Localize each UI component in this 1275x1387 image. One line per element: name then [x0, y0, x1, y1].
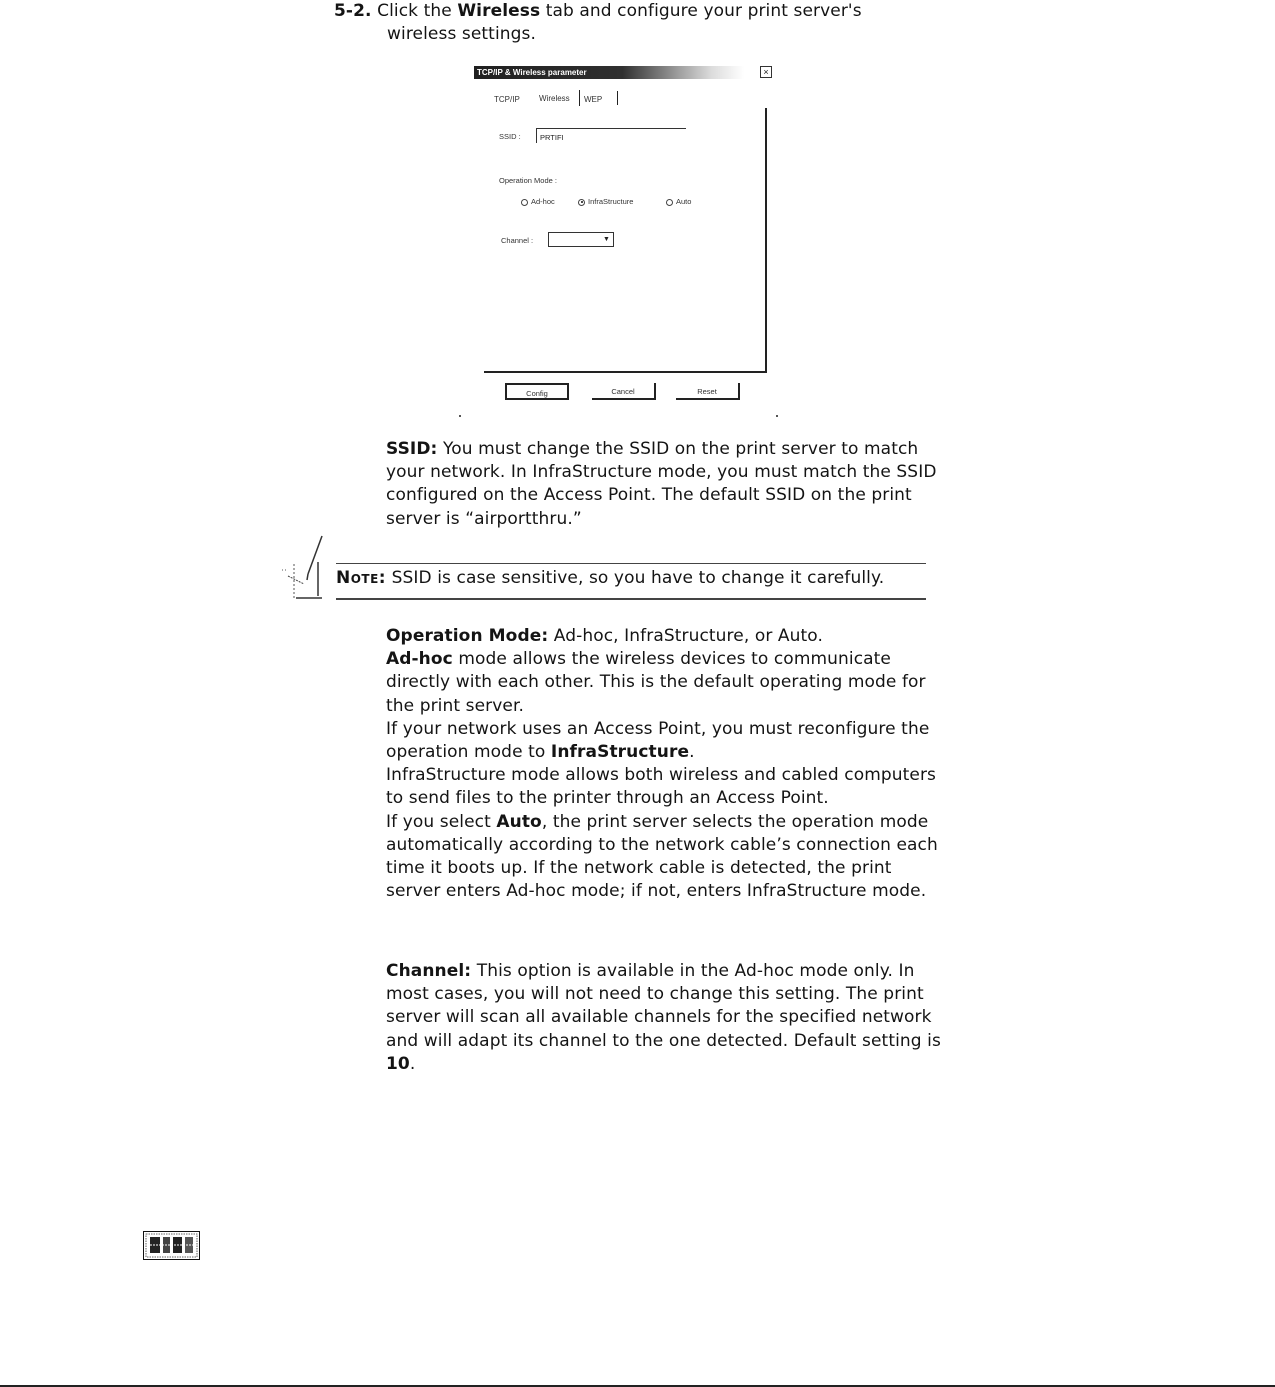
- note-bottom-rule: [336, 598, 926, 600]
- channel-select[interactable]: [548, 232, 614, 247]
- auto-intro: If you select: [386, 811, 497, 832]
- cancel-button[interactable]: Cancel: [592, 383, 656, 400]
- panel-border-right: [765, 108, 767, 373]
- channel-body: This option is available in the Ad-hoc mode only. In most cases, you will not need to change this setting. The print server will scan all available channels for the specified network and will adapt its channel to the one detected. Default setting is: [386, 961, 941, 1051]
- step-line2: wireless settings.: [387, 24, 536, 45]
- radio-adhoc[interactable]: [521, 197, 555, 206]
- sentence-end: .: [409, 1053, 416, 1074]
- note: [336, 567, 936, 590]
- step-instruction: [334, 0, 934, 46]
- config-button[interactable]: Config: [505, 383, 569, 400]
- brand-logo-icon: [143, 1231, 200, 1260]
- operation-mode-description: [386, 625, 946, 903]
- reset-button[interactable]: Reset: [676, 383, 740, 400]
- note-label: Note:: [336, 568, 387, 588]
- operation-mode-options: Ad-hoc, InfraStructure, or Auto.: [548, 626, 823, 646]
- channel-default-value: 10: [386, 1053, 410, 1074]
- ssid-label: SSID :: [499, 132, 521, 141]
- chevron-down-icon[interactable]: ▼: [603, 236, 610, 243]
- radio-circle-icon[interactable]: [521, 199, 528, 206]
- radio-auto[interactable]: [666, 197, 691, 206]
- tab-divider: [579, 90, 580, 106]
- scan-speck: [776, 415, 778, 417]
- ssid-description: [386, 438, 946, 531]
- radio-adhoc-label: Ad-hoc: [531, 197, 555, 206]
- note-pencil-icon: [282, 534, 326, 602]
- scan-speck: [459, 415, 461, 417]
- auto-term: Auto: [496, 811, 542, 832]
- operation-mode-heading: Operation Mode:: [386, 626, 549, 646]
- panel-border-bottom: [484, 371, 767, 373]
- step-text-before: Click the: [377, 1, 458, 21]
- radio-checked-icon[interactable]: [578, 199, 585, 206]
- step-number: 5-2.: [334, 1, 372, 21]
- tab-wireless[interactable]: Wireless: [539, 94, 570, 103]
- dialog-title-bar: TCP/IP & Wireless parameter: [474, 66, 744, 79]
- adhoc-description: mode allows the wireless devices to communicate directly with each other. This is the default operating mode for the print server.: [386, 649, 926, 716]
- radio-circle-icon[interactable]: [666, 199, 673, 206]
- tab-divider: [617, 91, 618, 105]
- radio-infrastructure[interactable]: [578, 197, 633, 206]
- tab-tcpip[interactable]: TCP/IP: [494, 95, 520, 104]
- sentence-end: .: [689, 742, 695, 763]
- step-text-after: tab and configure your print server's: [540, 1, 862, 21]
- step-tab-name: Wireless: [457, 1, 541, 21]
- tab-wep[interactable]: WEP: [584, 95, 603, 104]
- channel-heading: Channel:: [386, 961, 472, 981]
- infrastructure-description: InfraStructure mode allows both wireless and cabled computers to send files to the printer through an Access Point.: [386, 765, 937, 809]
- ssid-heading: SSID:: [386, 439, 438, 459]
- ssid-input[interactable]: [536, 128, 686, 143]
- note-top-rule: [336, 563, 926, 564]
- note-body: SSID is case sensitive, so you have to change it carefully.: [386, 568, 885, 588]
- access-point-text: If your network uses an Access Point, you must reconfigure the operation mode to: [386, 718, 930, 763]
- close-icon[interactable]: ×: [760, 66, 772, 78]
- adhoc-term: Ad-hoc: [386, 649, 453, 670]
- ssid-body: You must change the SSID on the print server to match your network. In InfraStructure mode, you must match the SSID configured on the Access Point. The default SSID on the print server is “airportthru.”: [386, 439, 937, 529]
- channel-description: [386, 960, 946, 1076]
- auto-description: , the print server selects the operation mode automatically according to the network cable’s connection each time it boots up. If the network cable is detected, the print server enters Ad-hoc mode; if not, enters InfraStructure mode.: [386, 811, 938, 902]
- operation-mode-label: Operation Mode :: [499, 176, 557, 185]
- channel-label: Channel :: [501, 236, 534, 245]
- infrastructure-term: InfraStructure: [550, 742, 690, 763]
- wireless-settings-dialog: [468, 60, 788, 420]
- radio-infrastructure-label: InfraStructure: [588, 197, 634, 206]
- radio-auto-label: Auto: [676, 197, 692, 206]
